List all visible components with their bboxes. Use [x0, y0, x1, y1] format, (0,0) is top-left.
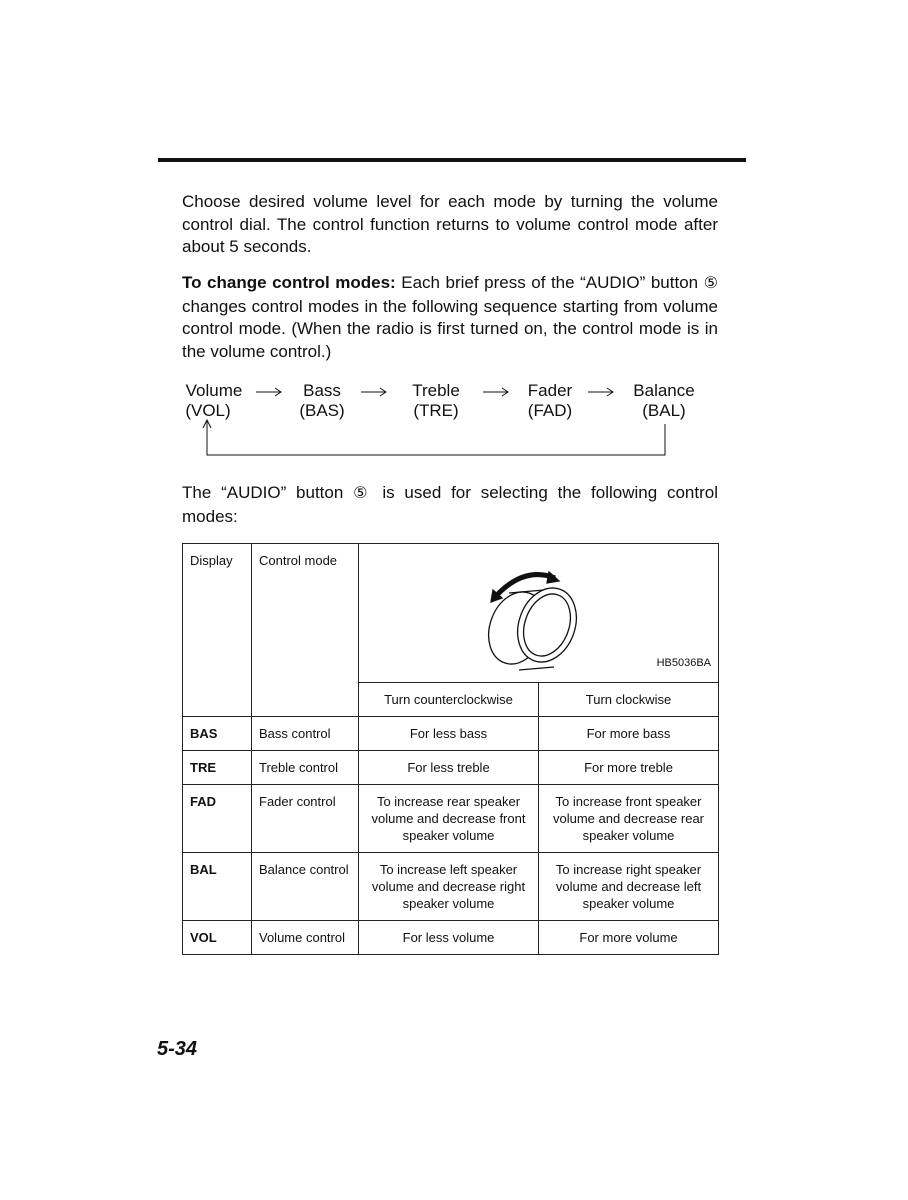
selection-paragraph — [182, 482, 718, 528]
row-cw: To increase right speaker volume and decrease left speaker volume — [539, 853, 719, 921]
header-cw: Turn clockwise — [539, 683, 719, 717]
dial-figure-cell — [359, 544, 719, 683]
control-modes-paragraph — [182, 272, 718, 363]
header-control-mode: Control mode — [252, 544, 359, 717]
sequence-item-label: Fader — [527, 381, 573, 400]
row-mode: Fader control — [252, 785, 359, 853]
selection-text-1: The “AUDIO” button — [182, 483, 354, 502]
row-ccw: For less treble — [359, 751, 539, 785]
sequence-item-label: Balance — [633, 381, 695, 400]
header-display: Display — [183, 544, 252, 717]
intro-paragraph: Choose desired volume level for each mode by turning the volume control dial. The control function returns to volume control mode after about 5 seconds. — [182, 192, 718, 257]
sequence-item-code: (BAS) — [299, 401, 345, 420]
row-mode: Balance control — [252, 853, 359, 921]
row-cw: To increase front speaker volume and decrease rear speaker volume — [539, 785, 719, 853]
table-row — [183, 921, 719, 955]
audio-button-ref-icon: ⑤ — [703, 275, 718, 292]
page-number: 5-34 — [157, 1038, 198, 1060]
table-row — [183, 751, 719, 785]
row-cw: For more bass — [539, 717, 719, 751]
sequence-item-label: Bass — [303, 381, 341, 400]
row-display: TRE — [183, 751, 252, 785]
sequence-item-label: Treble — [412, 381, 460, 400]
sequence-item-code: (BAL) — [642, 401, 686, 420]
control-modes-heading: To change control modes: — [182, 273, 396, 292]
control-modes-text-2: changes control modes in the following sequence starting from volume control mode. (When the radio is first turned on, the control mode is in the volume control.) — [182, 296, 718, 361]
right-arrow-icon — [361, 388, 386, 396]
row-cw: For more volume — [539, 921, 719, 955]
right-arrow-icon — [588, 388, 613, 396]
row-ccw: For less bass — [359, 717, 539, 751]
row-mode: Volume control — [252, 921, 359, 955]
sequence-item-label: Volume — [185, 381, 243, 400]
row-ccw: To increase rear speaker volume and decrease front speaker volume — [359, 785, 539, 853]
control-modes-text-1: Each brief press of the “AUDIO” button — [395, 273, 704, 292]
sequence-item-code: (VOL) — [185, 401, 231, 420]
row-ccw: For less volume — [359, 921, 539, 955]
selection-text-2: is used for selecting the following control modes: — [182, 483, 719, 526]
header-rule — [158, 158, 746, 162]
table-row — [183, 853, 719, 921]
row-mode: Treble control — [252, 751, 359, 785]
control-modes-table — [182, 543, 719, 955]
right-arrow-icon — [483, 388, 508, 396]
row-mode: Bass control — [252, 717, 359, 751]
return-arrow-icon — [203, 420, 665, 455]
right-arrow-icon — [256, 388, 281, 396]
table-row — [183, 717, 719, 751]
row-cw: For more treble — [539, 751, 719, 785]
audio-button-ref-icon: ⑤ — [353, 485, 373, 502]
row-display: FAD — [183, 785, 252, 853]
row-display: BAL — [183, 853, 252, 921]
header-ccw: Turn counterclockwise — [359, 683, 539, 717]
sequence-item-code: (FAD) — [527, 401, 573, 420]
row-display: VOL — [183, 921, 252, 955]
table-row — [183, 785, 719, 853]
table-header-row — [183, 544, 719, 683]
row-ccw: To increase left speaker volume and decrease right speaker volume — [359, 853, 539, 921]
sequence-item-code: (TRE) — [413, 401, 459, 420]
figure-code: HB5036BA — [656, 657, 711, 669]
row-display: BAS — [183, 717, 252, 751]
